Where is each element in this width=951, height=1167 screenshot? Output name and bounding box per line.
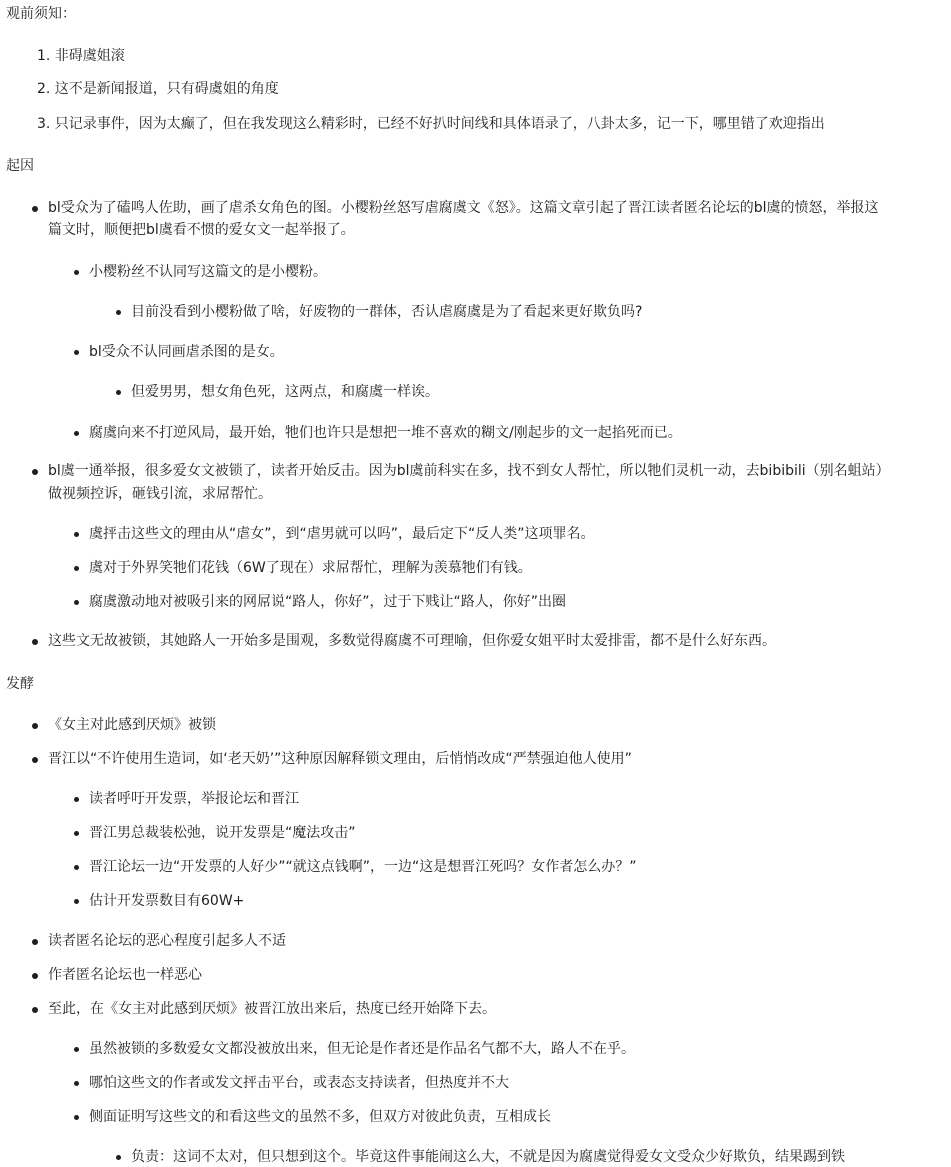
notice-title: 观前须知：	[6, 6, 76, 22]
bullet-dot	[74, 566, 79, 571]
bullet-dot	[74, 797, 79, 802]
section-title-cause: 起因	[6, 158, 34, 174]
list-item: 虞对于外界笑牠们花钱（6W了现在）求屌帮忙，理解为羡慕牠们有钱。	[89, 560, 532, 576]
bullet-dot	[116, 1155, 121, 1160]
bullet-dot	[74, 1115, 79, 1120]
list-item: 估计开发票数目有60W+	[89, 893, 245, 909]
notice-item: 1. 非碍虞姐滚	[37, 48, 125, 64]
bullet-dot	[74, 1047, 79, 1052]
list-item: 负责：这词不太对，但只想到这个。毕竟这件事能闹这么大，不就是因为腐虞觉得爱女文受众少好欺负，结果踢到铁	[131, 1149, 845, 1165]
bullet-dot	[32, 939, 38, 945]
list-item: 读者呼吁开发票，举报论坛和晋江	[89, 791, 299, 807]
list-item: 哪怕这些文的作者或发文抨击平台，或表态支持读者，但热度并不大	[89, 1075, 509, 1091]
list-item: 这些文无故被锁，其她路人一开始多是围观，多数觉得腐虞不可理喻，但你爱女姐平时太爱排雷，都不是什么好东西。	[48, 633, 776, 649]
list-item-continuation: 做视频控诉，砸钱引流，求屌帮忙。	[48, 486, 272, 502]
list-item: bl虞一通举报，很多爱女文被锁了，读者开始反击。因为bl虞前科实在多，找不到女人帮忙，所以牠们灵机一动，去bibibili（别名蛆站）	[48, 463, 890, 479]
list-item: 晋江论坛一边“开发票的人好少”“就这点钱啊”，一边“这是想晋江死吗？女作者怎么办？”	[89, 859, 637, 875]
list-item: 晋江以“不许使用生造词，如‘老天奶’”这种原因解释锁文理由，后悄悄改成“严禁强迫他人使用”	[48, 751, 632, 767]
list-item: 但爱男男，想女角色死，这两点，和腐虞一样诶。	[131, 384, 439, 400]
bullet-dot	[74, 865, 79, 870]
bullet-dot	[74, 431, 79, 436]
list-item: bl受众为了磕鸣人佐助，画了虐杀女角色的图。小樱粉丝怒写虐腐虞文《怒》。这篇文章引起了晋江读者匿名论坛的bl虞的愤怒，举报这	[48, 200, 879, 216]
bullet-dot	[116, 390, 121, 395]
section-title-ferment: 发酵	[6, 676, 34, 692]
list-item-continuation: 篇文时，顺便把bl虞看不惯的爱女文一起举报了。	[48, 222, 355, 238]
bullet-dot	[116, 310, 121, 315]
bullet-dot	[74, 1081, 79, 1086]
bullet-dot	[32, 723, 38, 729]
list-item: 作者匿名论坛也一样恶心	[48, 967, 202, 983]
list-item: 晋江男总裁装松弛，说开发票是“魔法攻击”	[89, 825, 356, 841]
list-item: bl受众不认同画虐杀图的是女。	[89, 344, 284, 360]
bullet-dot	[74, 899, 79, 904]
list-item: 目前没看到小樱粉做了啥，好废物的一群体，否认虐腐虞是为了看起来更好欺负吗?	[131, 304, 643, 320]
bullet-dot	[74, 350, 79, 355]
bullet-dot	[74, 270, 79, 275]
list-item: 小樱粉丝不认同写这篇文的是小樱粉。	[89, 264, 327, 280]
bullet-dot	[74, 831, 79, 836]
bullet-dot	[32, 639, 38, 645]
list-item: 至此，在《女主对此感到厌烦》被晋江放出来后，热度已经开始降下去。	[48, 1001, 496, 1017]
list-item: 虞抨击这些文的理由从“虐女”，到“虐男就可以吗”，最后定下“反人类”这项罪名。	[89, 526, 595, 542]
notice-item: 3. 只记录事件，因为太癫了，但在我发现这么精彩时，已经不好扒时间线和具体语录了，八卦太多，记一下，哪里错了欢迎指出	[37, 116, 825, 132]
list-item: 腐虞向来不打逆风局，最开始，牠们也许只是想把一堆不喜欢的糊文/刚起步的文一起掐死而已。	[89, 425, 682, 441]
bullet-dot	[74, 600, 79, 605]
notice-item: 2. 这不是新闻报道，只有碍虞姐的角度	[37, 81, 279, 97]
bullet-dot	[32, 469, 38, 475]
bullet-dot	[32, 206, 38, 212]
bullet-dot	[32, 757, 38, 763]
list-item: 虽然被锁的多数爱女文都没被放出来，但无论是作者还是作品名气都不大，路人不在乎。	[89, 1041, 635, 1057]
bullet-dot	[32, 973, 38, 979]
list-item: 侧面证明写这些文的和看这些文的虽然不多，但双方对彼此负责，互相成长	[89, 1109, 551, 1125]
bullet-dot	[32, 1007, 38, 1013]
list-item: 《女主对此感到厌烦》被锁	[48, 717, 216, 733]
list-item: 读者匿名论坛的恶心程度引起多人不适	[48, 933, 286, 949]
bullet-dot	[74, 532, 79, 537]
list-item: 腐虞激动地对被吸引来的网屌说“路人，你好”，过于下贱让“路人，你好”出圈	[89, 594, 567, 610]
